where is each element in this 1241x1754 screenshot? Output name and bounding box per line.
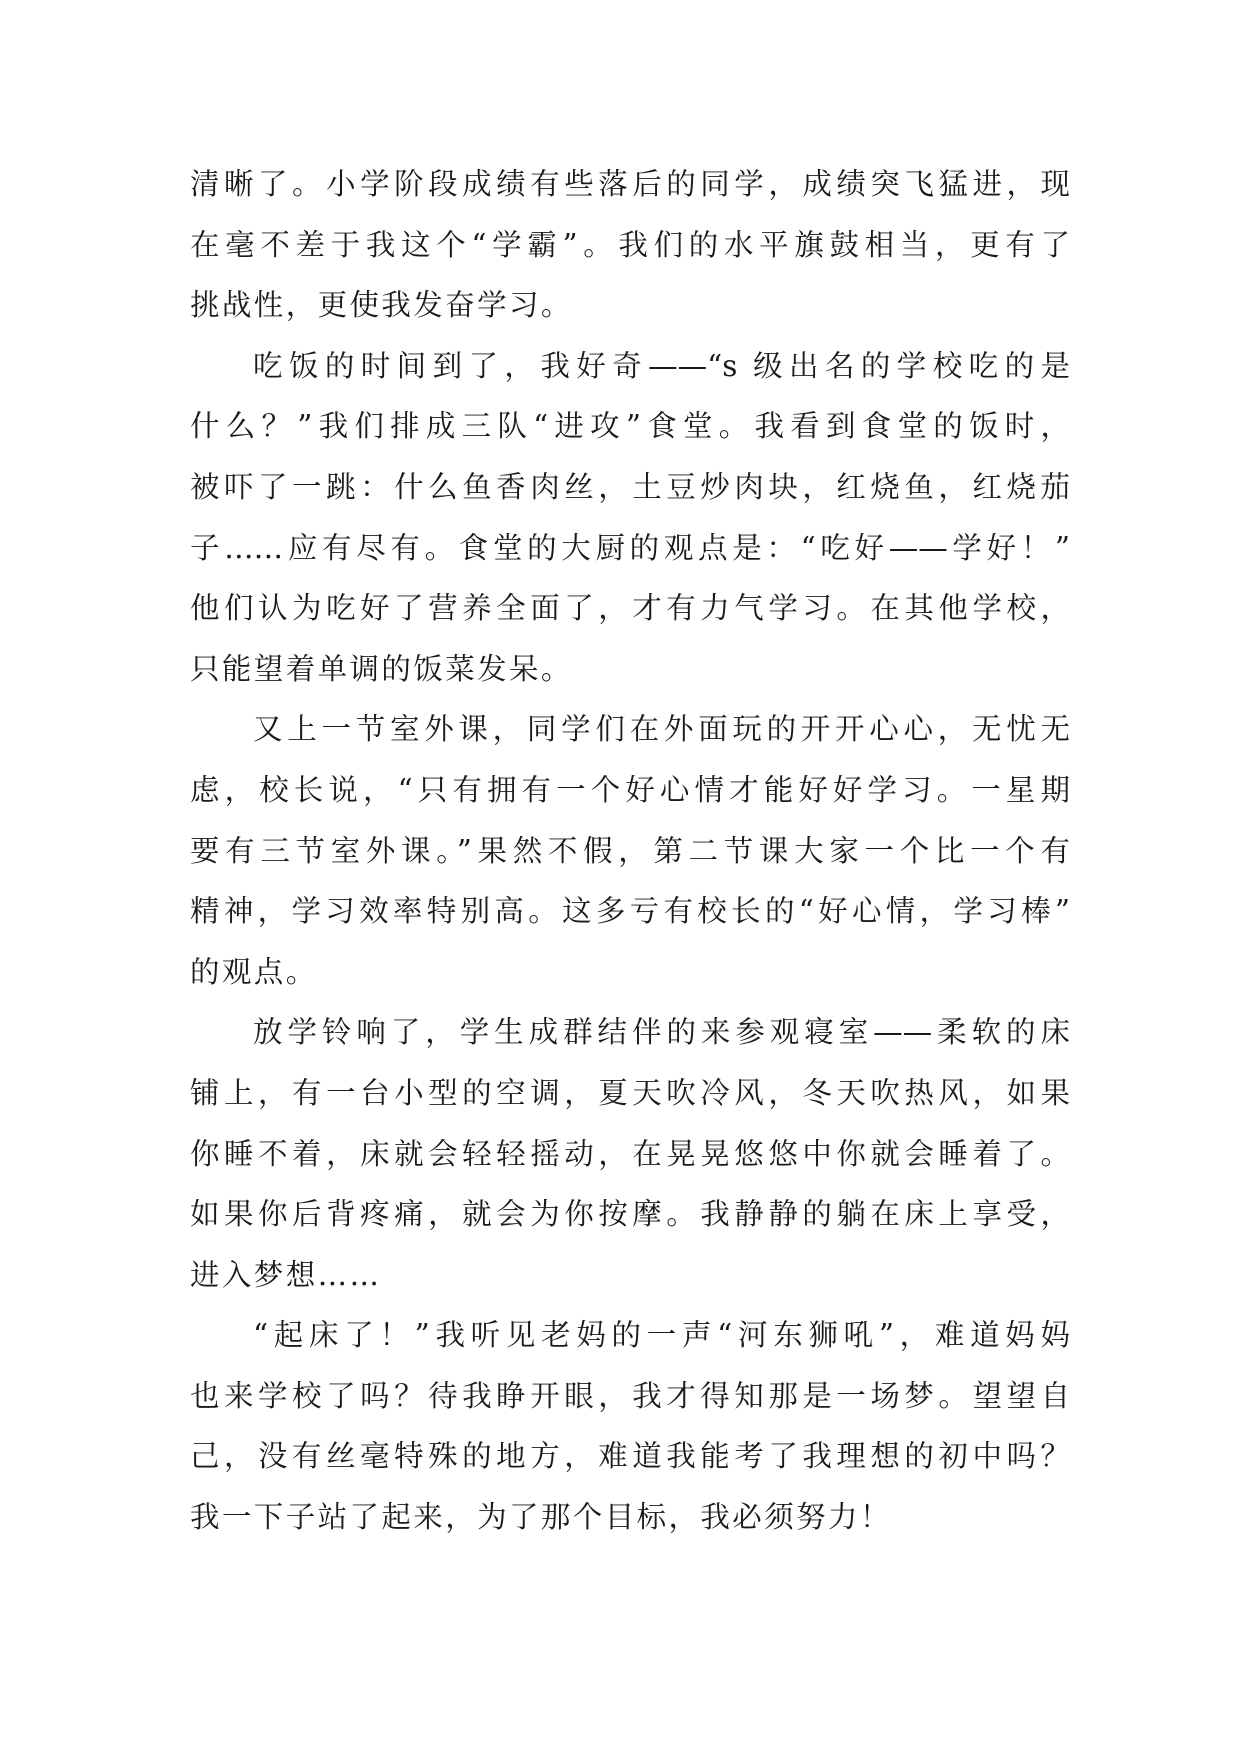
text-line: 也来学校了吗？待我睁开眼，我才得知那是一场梦。望望自 xyxy=(190,1378,1070,1413)
text-line: 清晰了。小学阶段成绩有些落后的同学，成绩突飞猛进，现 xyxy=(190,167,1070,201)
text-line: 的观点。 xyxy=(190,954,318,989)
text-line: 你睡不着，床就会轻轻摇动，在晃晃悠悠中你就会睡着了。 xyxy=(190,1136,1070,1171)
text-line: 只能望着单调的饭菜发呆。 xyxy=(190,651,573,686)
text-line: 铺上，有一台小型的空调，夏天吹冷风，冬天吹热风，如果 xyxy=(190,1075,1070,1110)
text-line: 子……应有尽有。食堂的大厨的观点是：“吃好——学好！” xyxy=(190,530,1070,565)
text-line: 我一下子站了起来，为了那个目标，我必须努力！ xyxy=(190,1500,892,1535)
paragraph-first-line: 吃饭的时间到了，我好奇——“s 级出名的学校吃的是 xyxy=(253,348,1070,383)
text-line: 被吓了一跳：什么鱼香肉丝，土豆炒肉块，红烧鱼，红烧茄 xyxy=(190,469,1070,504)
paragraph-first-line: “起床了！”我听见老妈的一声“河东狮吼”，难道妈妈 xyxy=(253,1318,1070,1353)
text-line: 什么？”我们排成三队“进攻”食堂。我看到食堂的饭时， xyxy=(190,409,1070,444)
text-line: 挑战性，更使我发奋学习。 xyxy=(190,288,573,323)
text-line: 在毫不差于我这个“学霸”。我们的水平旗鼓相当，更有了 xyxy=(190,227,1070,262)
document-body xyxy=(190,154,1070,1548)
text-line: 进入梦想…… xyxy=(190,1257,382,1292)
paragraph-first-line: 放学铃响了，学生成群结伴的来参观寝室——柔软的床 xyxy=(253,1015,1070,1050)
text-line: 如果你后背疼痛，就会为你按摩。我静静的躺在床上享受， xyxy=(190,1197,1070,1232)
text-line: 要有三节室外课。”果然不假，第二节课大家一个比一个有 xyxy=(190,833,1070,868)
paragraph-first-line: 又上一节室外课，同学们在外面玩的开开心心，无忧无 xyxy=(253,712,1070,747)
text-line: 己，没有丝毫特殊的地方，难道我能考了我理想的初中吗？ xyxy=(190,1439,1070,1474)
text-line: 精神，学习效率特别高。这多亏有校长的“好心情，学习棒” xyxy=(190,894,1070,929)
text-line: 他们认为吃好了营养全面了，才有力气学习。在其他学校， xyxy=(190,591,1070,626)
text-line: 虑，校长说，“只有拥有一个好心情才能好好学习。一星期 xyxy=(190,772,1070,807)
